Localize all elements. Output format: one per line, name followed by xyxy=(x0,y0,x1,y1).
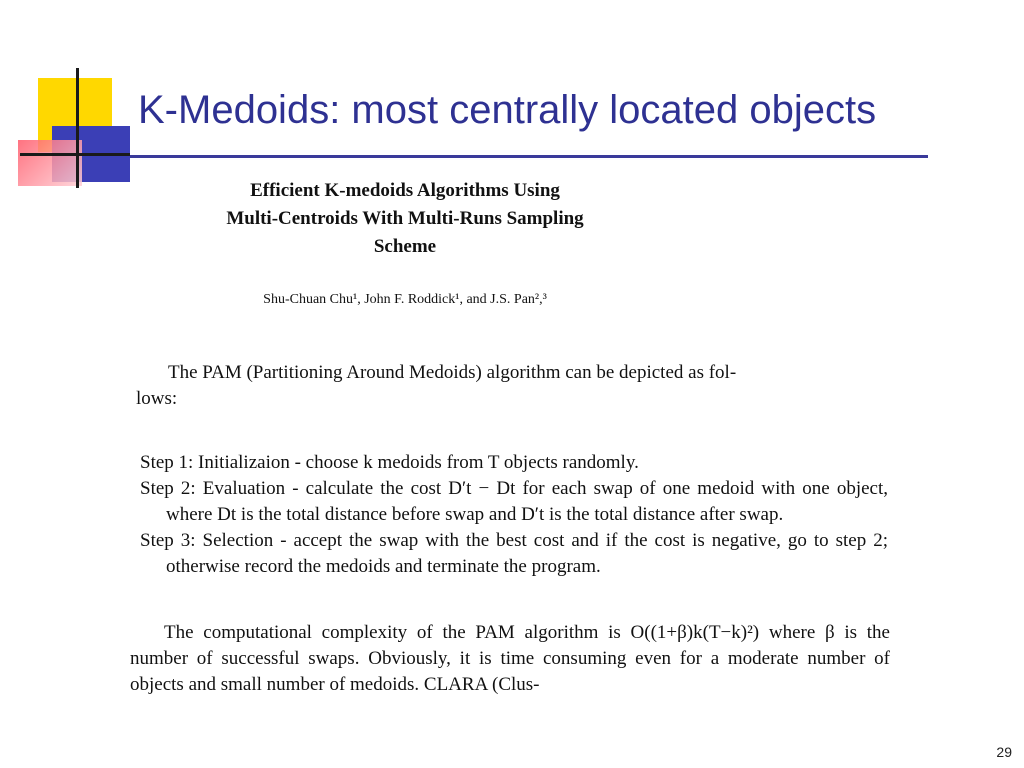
step-2: Step 2: Evaluation - calculate the cost D′t − Dt for each swap of one medoid with one object, where Dt is the total distance before swap and D′t is the total distance after swap. xyxy=(140,478,888,525)
step-1: Step 1: Initializaion - choose k medoids from T objects randomly. xyxy=(140,452,639,473)
page-number: 29 xyxy=(996,744,1012,760)
intro-line-1: The PAM (Partitioning Around Medoids) algorithm can be depicted as fol- xyxy=(168,362,737,383)
paper-title-line-2: Multi-Centroids With Multi-Runs Sampling xyxy=(226,208,584,229)
algorithm-steps xyxy=(140,450,888,580)
paper-authors: Shu-Chuan Chu¹, John F. Roddick¹, and J.S. Pan²,³ xyxy=(263,292,547,307)
intro-line-2: lows: xyxy=(136,388,178,409)
paper-title-line-3: Scheme xyxy=(373,236,437,257)
complexity-paragraph xyxy=(130,620,890,698)
paper-title-line-1: Efficient K-medoids Algorithms Using xyxy=(250,180,560,201)
complexity-text: The computational complexity of the PAM algorithm is O((1+β)k(T−k)²) where β is the number of successful swaps. Obviously, it is time consuming even for a moderate number of objects and small number of medoids. CLARA (Clus- xyxy=(130,622,890,695)
slide-title: K-Medoids: most centrally located objects xyxy=(138,88,877,132)
logo-vertical-line xyxy=(76,68,79,188)
logo-horizontal-line xyxy=(20,153,130,156)
paper-title xyxy=(140,177,670,261)
step-3: Step 3: Selection - accept the swap with the best cost and if the cost is negative, go to step 2; otherwise record the medoids and terminate the program. xyxy=(140,530,888,577)
title-underline xyxy=(130,155,928,158)
intro-paragraph xyxy=(136,360,892,412)
logo-red-square xyxy=(18,140,82,186)
